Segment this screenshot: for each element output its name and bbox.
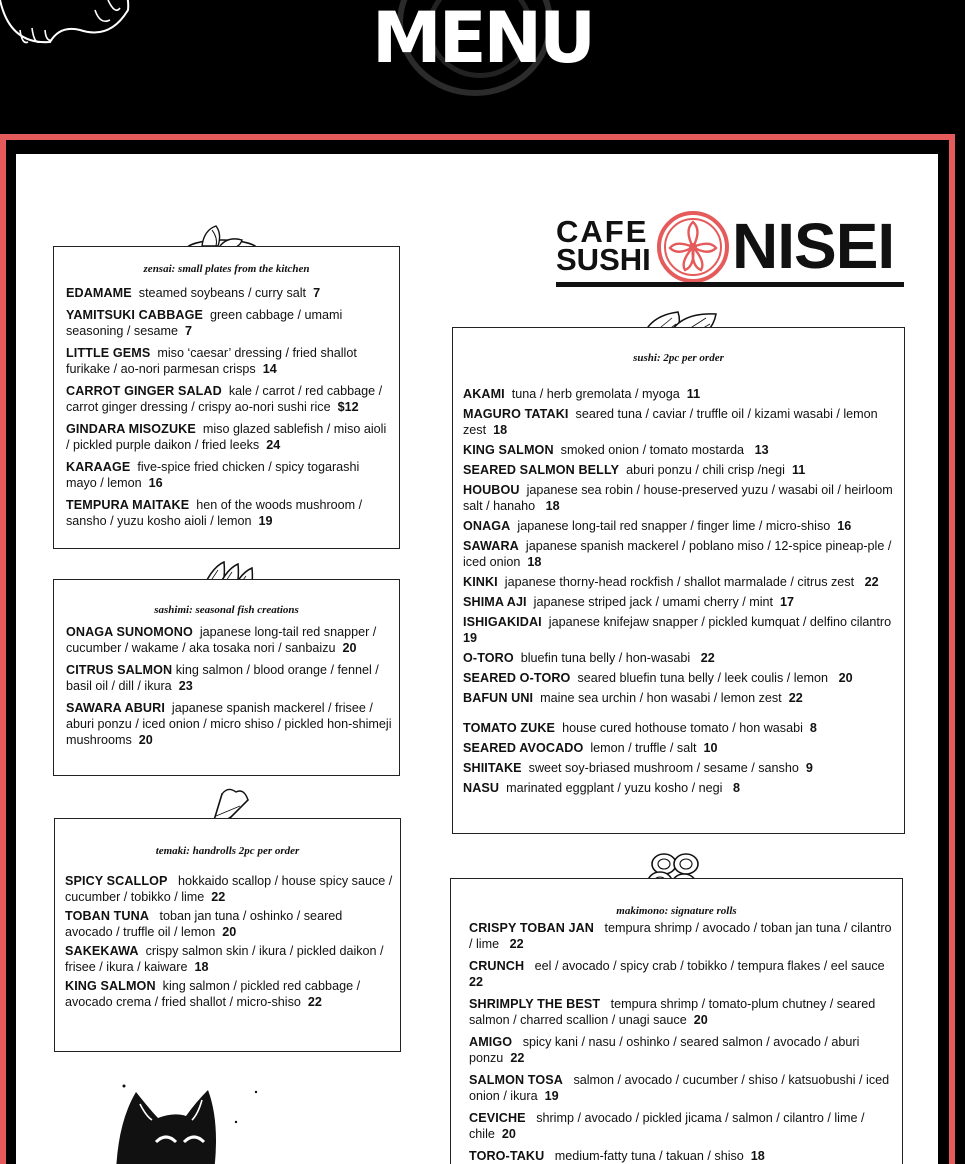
menu-item: SEARED O-TORO seared bluefin tuna belly / leek coulis / lemon 20 (463, 671, 853, 685)
menu-item: ISHIGAKIDAI japanese knifejaw snapper / pickled kumquat / delfino cilantro 19 (463, 615, 892, 645)
logo-line-sushi: SUSHI (556, 242, 651, 277)
temaki-items (65, 873, 393, 1010)
makimono-section (450, 878, 903, 1164)
sashimi-title: sashimi: seasonal fish creations (154, 604, 299, 616)
menu-item: CARROT GINGER SALAD kale / carrot / red cabbage / carrot ginger dressing / crispy ao-nori sushi rice $12 (66, 384, 383, 414)
menu-item: ONAGA japanese long-tail red snapper / finger lime / micro-shiso 16 (463, 519, 852, 533)
sashimi-section (53, 579, 400, 776)
menu-item: SAKEKAWA crispy salmon skin / ikura / pickled daikon / frisee / ikura / kaiware 18 (65, 944, 384, 974)
sashimi-items (66, 624, 392, 748)
menu-item: SEARED AVOCADO lemon / truffle / salt 10 (463, 741, 718, 755)
menu-item: SALMON TOSA salmon / avocado / cucumber / shiso / katsuobushi / iced onion / ikura 19 (469, 1073, 890, 1103)
logo-line-cafe: CAFE (556, 214, 649, 249)
menu-item: TEMPURA MAITAKE hen of the woods mushroom / sansho / yuzu kosho aioli / lemon 19 (66, 498, 363, 528)
menu-item: TORO-TAKU medium-fatty tuna / takuan / shiso 18 (469, 1149, 765, 1163)
sushi-title: sushi: 2pc per order (633, 352, 724, 364)
menu-item: KING SALMON king salmon / pickled red cabbage / avocado crema / fried shallot / micro-shiso 22 (65, 979, 361, 1009)
menu-item: EDAMAME steamed soybeans / curry salt 7 (66, 286, 321, 300)
makimono-items (469, 920, 894, 1164)
menu-item: CRISPY TOBAN JAN tempura shrimp / avocado / toban jan tuna / cilantro / lime 22 (469, 921, 892, 951)
menu-item: NASU marinated eggplant / yuzu kosho / negi 8 (463, 781, 740, 795)
cafe-logo (556, 210, 904, 290)
sakura-seal-icon (656, 210, 730, 284)
menu-item: CRUNCH eel / avocado / spicy crab / tobikko / tempura flakes / eel sauce 22 (469, 959, 885, 989)
menu-item: CITRUS SALMON king salmon / blood orange / fennel / basil oil / dill / ikura 23 (66, 663, 379, 693)
menu-item: SHRIMPLY THE BEST tempura shrimp / tomato-plum chutney / seared salmon / charred scallion / unagi sauce 20 (469, 997, 876, 1027)
menu-item: AKAMI tuna / herb gremolata / myoga 11 (463, 387, 701, 401)
menu-item: TOMATO ZUKE house cured hothouse tomato / hon wasabi 8 (463, 721, 817, 735)
menu-item: SHIITAKE sweet soy-briased mushroom / sesame / sansho 9 (463, 761, 813, 775)
menu-item: ONAGA SUNOMONO japanese long-tail red snapper / cucumber / wakame / aka tosaka nori / sanbaizu 20 (66, 625, 377, 655)
logo-underline (556, 282, 904, 287)
menu-item: YAMITSUKI CABBAGE green cabbage / umami seasoning / sesame 7 (66, 308, 343, 338)
temaki-section (54, 818, 401, 1052)
menu-item: SHIMA AJI japanese striped jack / umami cherry / mint 17 (463, 595, 795, 609)
menu-item: TOBAN TUNA toban jan tuna / oshinko / seared avocado / truffle oil / lemon 20 (65, 909, 343, 939)
zensai-items (66, 285, 392, 529)
makimono-title: makimono: signature rolls (616, 905, 737, 917)
menu-item: SPICY SCALLOP hokkaido scallop / house spicy sauce / cucumber / tobikko / lime 22 (65, 874, 393, 904)
page-title: MENU (372, 0, 593, 79)
menu-item: MAGURO TATAKI seared tuna / caviar / truffle oil / kizami wasabi / lemon zest 18 (463, 407, 878, 437)
menu-sheet (16, 154, 938, 1164)
zensai-title: zensai: small plates from the kitchen (143, 263, 310, 275)
menu-item: O-TORO bluefin tuna belly / hon-wasabi 22 (463, 651, 715, 665)
zensai-section (53, 246, 400, 549)
menu-item: SAWARA japanese spanish mackerel / poblano miso / 12-spice pineap-ple / iced onion 18 (463, 539, 892, 569)
menu-item: BAFUN UNI maine sea urchin / hon wasabi / lemon zest 22 (463, 691, 803, 705)
page-header (0, 0, 965, 134)
temaki-title: temaki: handrolls 2pc per order (155, 845, 300, 857)
logo-line-nisei: NISEI (732, 210, 895, 282)
menu-item: AMIGO spicy kani / nasu / oshinko / seared salmon / avocado / aburi ponzu 22 (469, 1035, 860, 1065)
menu-item: LITTLE GEMS miso ‘caesar’ dressing / fried shallot furikake / ao-nori parmesan crisps 14 (66, 346, 357, 376)
sushi-section (452, 327, 905, 834)
menu-item: KING SALMON smoked onion / tomato mostarda 13 (463, 443, 769, 457)
menu-item: KINKI japanese thorny-head rockfish / shallot marmalade / citrus zest 22 (463, 575, 879, 589)
menu-item: GINDARA MISOZUKE miso glazed sablefish / miso aioli / pickled purple daikon / fried leeks 24 (66, 422, 387, 452)
lucky-cat-illustration-icon (96, 1082, 276, 1164)
sushi-items (463, 386, 898, 796)
menu-item: CEVICHE shrimp / avocado / pickled jicama / salmon / cilantro / lime / chile 20 (469, 1111, 865, 1141)
menu-item: KARAAGE five-spice fried chicken / spicy togarashi mayo / lemon 16 (66, 460, 360, 490)
menu-item: SEARED SALMON BELLY aburi ponzu / chili crisp /negi 11 (463, 463, 806, 477)
menu-item: SAWARA ABURI japanese spanish mackerel / frisee / aburi ponzu / iced onion / micro shiso / pickled hon-shimeji mushrooms 20 (66, 701, 392, 747)
menu-item: HOUBOU japanese sea robin / house-preserved yuzu / wasabi oil / heirloom salt / hanaho 18 (463, 483, 893, 513)
